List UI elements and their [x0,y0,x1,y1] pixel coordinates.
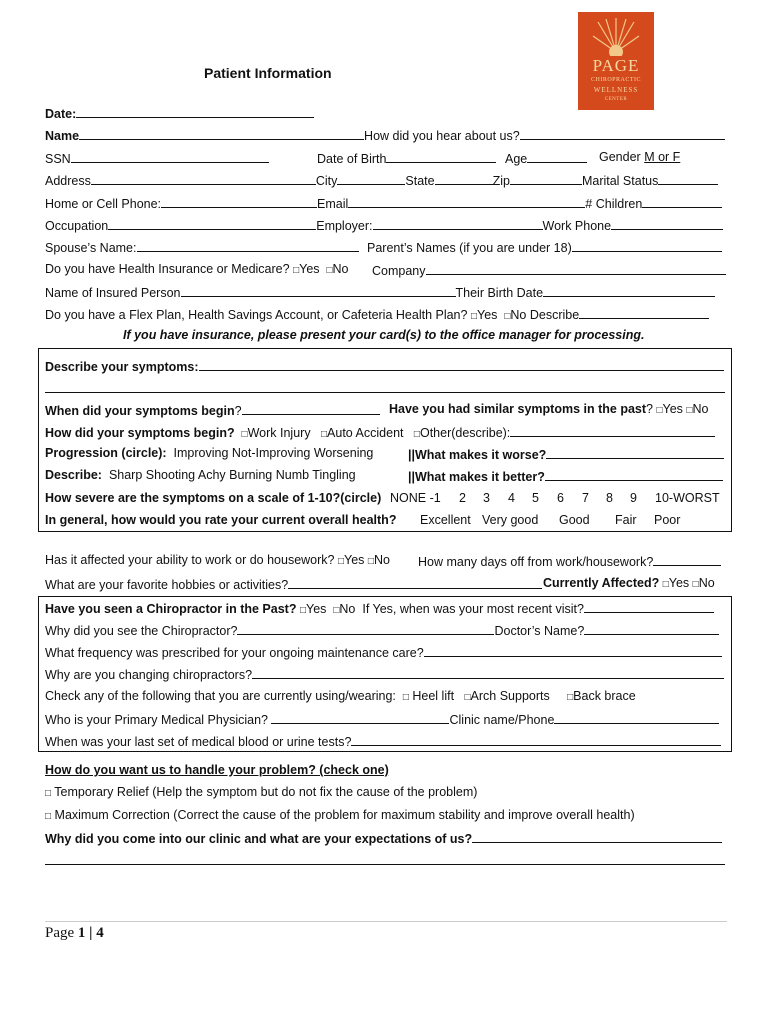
checkbox-icon[interactable]: □ [333,605,340,616]
checkbox-icon[interactable]: □ [299,605,306,616]
birth-date-label: Their Birth Date [455,286,544,300]
scale-option[interactable]: 4 [508,491,515,505]
describe-symptoms-label: Describe your symptoms: [45,360,199,374]
doctor-name-label: Doctor’s Name? [494,624,585,638]
symptoms-begin-field[interactable]: When did your symptoms begin? [45,402,380,418]
company-field[interactable] [372,262,726,278]
insurance-yes-label: Yes [299,262,320,276]
scale-option[interactable]: 6 [557,491,564,505]
scale-option[interactable]: 3 [483,491,490,505]
checkbox-icon[interactable]: □ [686,405,693,416]
maximum-correction-option[interactable]: □ Maximum Correction (Correct the cause of the problem for maximum stability and improve overall health) [45,808,635,822]
how-begin-question: How did your symptoms begin? □Work Injury □Auto Accident □Other(describe): [45,424,715,440]
checkbox-icon[interactable]: □ [413,429,420,440]
health-question: In general, how would you rate your current overall health? [45,513,397,527]
describe-symptoms-field[interactable] [45,358,724,374]
describe-question[interactable]: Describe: Sharp Shooting Achy Burning Numb Tingling [45,468,356,482]
insurance-notice: If you have insurance, please present your card(s) to the office manager for processing. [123,328,645,342]
age-label: Age [505,152,528,166]
address-label: Address [45,174,91,188]
gender-label: Gender [599,150,641,164]
health-option[interactable]: Good [559,513,590,527]
days-off-label: How many days off from work/housework? [418,555,654,569]
checkbox-icon[interactable]: □ [656,405,663,416]
health-option[interactable]: Very good [482,513,539,527]
checkbox-icon[interactable]: □ [692,579,699,590]
checkbox-icon[interactable]: □ [321,429,328,440]
affected-no-label: No [698,576,715,590]
logo-line4: CENTER [604,97,628,102]
logo-title: PAGE [592,56,640,75]
age-field[interactable] [505,150,587,166]
physician-field[interactable] [45,711,719,727]
checkbox-icon[interactable]: □ [293,265,300,276]
describe-options: Sharp Shooting Achy Burning Numb Tingling [108,468,356,482]
name-label: Name [45,129,80,143]
severity-question: How severe are the symptoms on a scale of 1-10?(circle) [45,491,382,505]
worse-label: ||What makes it worse? [408,448,547,462]
physician-label: Who is your Primary Medical Physician? [45,713,268,727]
phone-label: Home or Cell Phone: [45,197,162,211]
date-field[interactable] [45,105,314,121]
gender-options: M or F [644,150,681,164]
seen-chiro-question: Have you seen a Chiropractor in the Past? □Yes □No If Yes, when was your most recent visit? [45,600,714,616]
spouse-field[interactable] [45,239,359,255]
scale-worst[interactable]: 10-WORST [655,491,720,505]
checkbox-icon[interactable]: □ [662,579,669,590]
health-option[interactable]: Poor [654,513,681,527]
checkbox-icon[interactable]: □ [470,311,477,322]
frequency-label: What frequency was prescribed for your ongoing maintenance care? [45,646,424,660]
checkbox-icon[interactable]: □ [464,692,471,703]
insurance-question: Do you have Health Insurance or Medicare? □Yes □No [45,262,349,276]
spouse-label: Spouse’s Name: [45,241,137,255]
name-field[interactable] [45,127,725,143]
similar-no-label: No [692,402,709,416]
handle-problem-title: How do you want us to handle your problem? (check one) [45,763,389,777]
dob-field[interactable] [317,150,496,166]
hobbies-label: What are your favorite hobbies or activities? [45,578,289,592]
scale-option[interactable]: 7 [582,491,589,505]
flex-no-label: No [510,308,527,322]
seen-yes-label: Yes [306,602,327,616]
children-label: # Children [585,197,643,211]
expectations-field[interactable] [45,830,722,846]
checkbox-icon[interactable]: □ [504,311,511,322]
page-chiropractic-logo [578,12,654,110]
scale-option[interactable]: 2 [459,491,466,505]
work-phone-label: Work Phone [542,219,612,233]
insured-person-field[interactable] [45,284,715,300]
parents-field[interactable] [367,239,722,255]
checkbox-icon[interactable]: □ [45,788,52,799]
affected-yes-label: Yes [668,576,690,590]
changing-field[interactable] [45,666,724,682]
health-option[interactable]: Excellent [420,513,471,527]
zip-label: Zip [492,174,510,188]
auto-accident-label: Auto Accident [327,426,404,440]
why-chiro-field[interactable] [45,622,719,638]
checkbox-icon[interactable]: □ [241,429,248,440]
footer-divider [45,921,727,922]
progression-question[interactable]: Progression (circle): Improving Not-Improving Worsening [45,446,374,460]
company-label: Company [372,264,426,278]
phone-field[interactable] [45,195,722,211]
tests-field[interactable] [45,733,721,749]
checkbox-icon[interactable]: □ [567,692,574,703]
checkbox-icon[interactable]: □ [367,556,374,567]
page-number: Page 1 | 4 [45,925,104,941]
occupation-label: Occupation [45,219,109,233]
similar-yes-label: Yes [662,402,683,416]
ability-no-label: No [373,553,390,567]
ssn-label: SSN [45,152,71,166]
similar-symptoms-question: Have you had similar symptoms in the past? □Yes □No [389,402,709,416]
recent-visit-label: If Yes, when was your most recent visit? [362,602,584,616]
heard-label: How did you hear about us? [364,129,520,143]
clinic-label: Clinic name/Phone [449,713,555,727]
work-injury-label: Work Injury [247,426,311,440]
temporary-relief-option[interactable]: □ Temporary Relief (Help the symptom but do not fix the cause of the problem) [45,785,478,799]
sun-icon [592,16,640,56]
heel-lift-label: Heel lift [412,689,455,703]
city-label: City [315,174,338,188]
scale-none[interactable]: NONE -1 [390,491,441,505]
checkbox-icon[interactable]: □ [326,265,333,276]
ability-question: Has it affected your ability to work or do housework? □Yes □No [45,553,390,567]
changing-label: Why are you changing chiropractors? [45,668,253,682]
marital-label: Marital Status [581,174,659,188]
logo-line2: CHIROPRACTIC [590,77,641,83]
tests-label: When was your last set of medical blood or urine tests? [45,735,352,749]
checkbox-icon[interactable]: □ [337,556,345,567]
days-off-field[interactable] [418,553,721,569]
occupation-field[interactable] [45,217,723,233]
flex-yes-label: Yes [477,308,498,322]
scale-option[interactable]: 8 [606,491,613,505]
better-label: ||What makes it better? [408,470,545,484]
why-chiro-label: Why did you see the Chiropractor? [45,624,238,638]
ability-yes-label: Yes [344,553,365,567]
flex-describe-label: Describe [529,308,580,322]
insurance-no-label: No [332,262,349,276]
expectations-label: Why did you come into our clinic and what are your expectations of us? [45,832,473,846]
scale-option[interactable]: 5 [532,491,539,505]
using-wearing-question: Check any of the following that you are currently using/wearing: □ Heel lift □Arch Supports □Back brace [45,689,636,703]
other-label: Other(describe): [419,426,511,440]
seen-no-label: No [339,602,356,616]
when-label: When did your symptoms begin [45,404,235,418]
email-label: Email [317,197,349,211]
ssn-field[interactable] [45,150,269,166]
frequency-field[interactable] [45,644,722,660]
expectations-line[interactable] [45,864,725,865]
symptoms-line[interactable] [45,392,725,393]
arch-supports-label: Arch Supports [470,689,550,703]
address-field[interactable] [45,172,718,188]
better-field[interactable] [408,468,723,484]
progression-options: Improving Not-Improving Worsening [173,446,374,460]
checkbox-icon[interactable]: □ [402,692,409,703]
date-label: Date: [45,107,77,121]
parents-label: Parent’s Names (if you are under 18) [367,241,572,255]
health-option[interactable]: Fair [615,513,637,527]
form-title: Patient Information [204,65,332,81]
currently-affected-question: Currently Affected? □Yes □No [543,576,715,590]
logo-line3: WELLNESS [593,86,639,94]
gender-field[interactable] [599,150,680,164]
employer-label: Employer: [316,219,373,233]
state-label: State [405,174,435,188]
back-brace-label: Back brace [573,689,636,703]
checkbox-icon[interactable]: □ [45,811,52,822]
insured-label: Name of Insured Person [45,286,181,300]
flex-plan-question: Do you have a Flex Plan, Health Savings Account, or Cafeteria Health Plan? □Yes □No Describe [45,306,709,322]
dob-label: Date of Birth [317,152,387,166]
scale-option[interactable]: 9 [630,491,637,505]
worse-field[interactable] [408,446,724,462]
hobbies-field[interactable] [45,576,542,592]
